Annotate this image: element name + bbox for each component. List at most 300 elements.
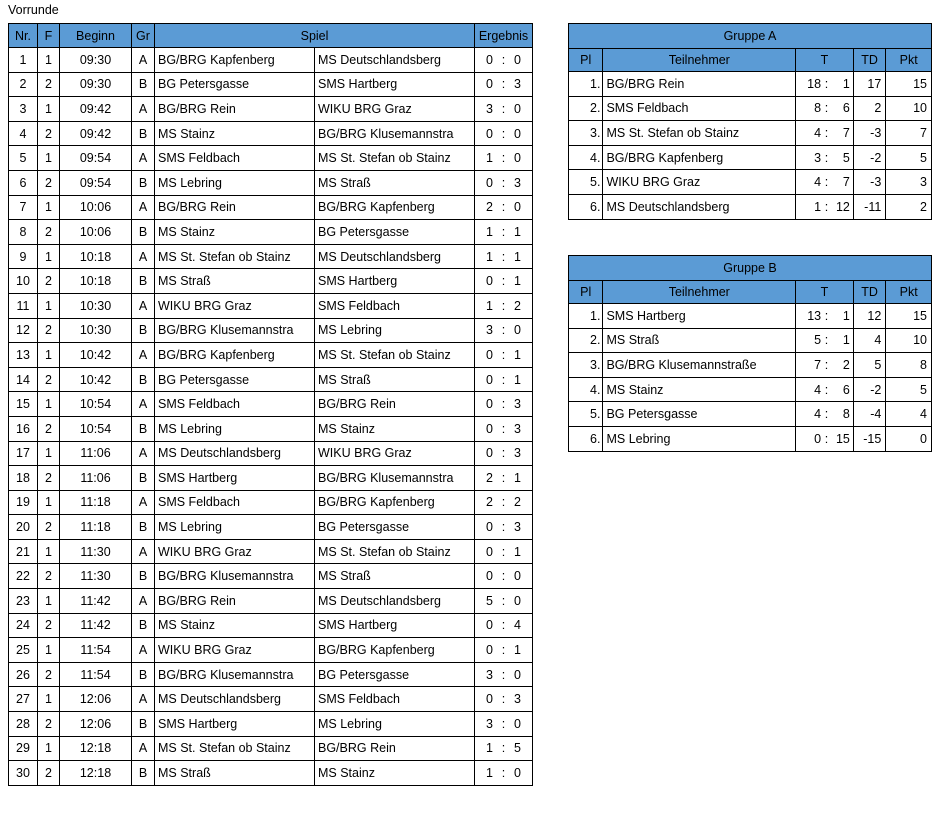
match-field: 2 xyxy=(38,416,60,441)
score-separator: : xyxy=(501,372,506,387)
header-goals: T xyxy=(796,49,854,72)
match-group: A xyxy=(132,392,155,417)
standings-row xyxy=(569,145,932,170)
goal-difference: 12 xyxy=(853,304,885,329)
score-separator: : xyxy=(501,323,506,338)
away-team: BG Petersgasse xyxy=(315,662,475,687)
match-row xyxy=(9,515,533,540)
goal-difference: -2 xyxy=(853,145,885,170)
away-goals: 3 xyxy=(514,77,521,92)
match-number: 12 xyxy=(9,318,38,343)
goals xyxy=(796,353,854,378)
home-team: MS Stainz xyxy=(155,220,315,245)
points: 5 xyxy=(886,145,932,170)
match-row xyxy=(9,48,533,73)
header-points: Pkt xyxy=(886,281,932,304)
match-result xyxy=(475,367,533,392)
points: 8 xyxy=(886,353,932,378)
away-goals: 3 xyxy=(514,421,521,436)
match-field: 2 xyxy=(38,220,60,245)
match-start-time: 09:54 xyxy=(60,146,132,171)
score-separator: : xyxy=(501,495,506,510)
away-team: BG/BRG Rein xyxy=(315,392,475,417)
points: 0 xyxy=(886,426,932,451)
place: 3. xyxy=(569,121,603,146)
home-goals: 3 xyxy=(486,716,493,731)
team-name: MS Straß xyxy=(603,328,796,353)
home-team: SMS Hartberg xyxy=(155,466,315,491)
match-start-time: 10:06 xyxy=(60,220,132,245)
goals-against: 1 xyxy=(842,76,850,91)
match-row xyxy=(9,146,533,171)
home-team: MS Stainz xyxy=(155,613,315,638)
match-field: 1 xyxy=(38,638,60,663)
match-result xyxy=(475,392,533,417)
away-goals: 3 xyxy=(514,175,521,190)
goals-against: 2 xyxy=(842,357,850,372)
match-start-time: 10:30 xyxy=(60,293,132,318)
match-number: 10 xyxy=(9,269,38,294)
match-group: A xyxy=(132,736,155,761)
home-team: BG/BRG Rein xyxy=(155,589,315,614)
home-goals: 0 xyxy=(486,52,493,67)
score-separator: : xyxy=(501,421,506,436)
away-goals: 0 xyxy=(514,667,521,682)
away-team: BG Petersgasse xyxy=(315,515,475,540)
away-goals: 0 xyxy=(514,126,521,141)
home-team: WIKU BRG Graz xyxy=(155,293,315,318)
match-field: 1 xyxy=(38,589,60,614)
match-row xyxy=(9,662,533,687)
match-result xyxy=(475,416,533,441)
goals-against: 7 xyxy=(842,125,850,140)
home-goals: 0 xyxy=(486,274,493,289)
away-goals: 1 xyxy=(514,470,521,485)
standings-row xyxy=(569,121,932,146)
match-start-time: 11:18 xyxy=(60,515,132,540)
match-field: 1 xyxy=(38,48,60,73)
match-number: 14 xyxy=(9,367,38,392)
match-number: 24 xyxy=(9,613,38,638)
match-number: 3 xyxy=(9,97,38,122)
home-goals: 0 xyxy=(486,347,493,362)
home-goals: 0 xyxy=(486,569,493,584)
match-field: 1 xyxy=(38,736,60,761)
match-number: 7 xyxy=(9,195,38,220)
place: 2. xyxy=(569,328,603,353)
match-group: B xyxy=(132,318,155,343)
away-team: MS Deutschlandsberg xyxy=(315,48,475,73)
goal-difference: -15 xyxy=(853,426,885,451)
home-goals: 1 xyxy=(486,151,493,166)
match-row xyxy=(9,613,533,638)
match-number: 22 xyxy=(9,564,38,589)
place: 5. xyxy=(569,402,603,427)
match-group: B xyxy=(132,72,155,97)
match-field: 2 xyxy=(38,515,60,540)
goals xyxy=(796,377,854,402)
home-team: MS Deutschlandsberg xyxy=(155,687,315,712)
away-goals: 1 xyxy=(514,643,521,658)
score-separator: : xyxy=(501,544,506,559)
team-name: WIKU BRG Graz xyxy=(603,170,796,195)
match-header-row xyxy=(9,24,533,48)
match-group: A xyxy=(132,195,155,220)
goals-against: 5 xyxy=(842,150,850,165)
away-goals: 4 xyxy=(514,618,521,633)
match-row xyxy=(9,441,533,466)
match-field: 2 xyxy=(38,367,60,392)
goals-for: 7 xyxy=(814,357,822,372)
goals-against: 12 xyxy=(835,199,850,214)
match-field: 1 xyxy=(38,97,60,122)
match-start-time: 10:54 xyxy=(60,416,132,441)
match-start-time: 09:54 xyxy=(60,170,132,195)
score-separator: : xyxy=(501,249,506,264)
header-result: Ergebnis xyxy=(475,24,533,48)
away-team: MS Deutschlandsberg xyxy=(315,589,475,614)
match-result xyxy=(475,441,533,466)
match-number: 5 xyxy=(9,146,38,171)
away-goals: 3 xyxy=(514,520,521,535)
goal-difference: 4 xyxy=(853,328,885,353)
away-goals: 3 xyxy=(514,692,521,707)
match-row xyxy=(9,293,533,318)
match-group: B xyxy=(132,121,155,146)
points: 4 xyxy=(886,402,932,427)
match-result xyxy=(475,515,533,540)
match-field: 2 xyxy=(38,72,60,97)
match-row xyxy=(9,269,533,294)
away-goals: 5 xyxy=(514,741,521,756)
match-row xyxy=(9,638,533,663)
standings-row xyxy=(569,304,932,329)
home-goals: 0 xyxy=(486,643,493,658)
goals xyxy=(796,426,854,451)
home-team: MS Straß xyxy=(155,761,315,786)
match-row xyxy=(9,97,533,122)
match-number: 25 xyxy=(9,638,38,663)
away-team: SMS Feldbach xyxy=(315,293,475,318)
match-group: A xyxy=(132,97,155,122)
match-row xyxy=(9,687,533,712)
match-start-time: 11:42 xyxy=(60,589,132,614)
match-number: 4 xyxy=(9,121,38,146)
points: 15 xyxy=(886,72,932,97)
match-number: 28 xyxy=(9,712,38,737)
match-field: 2 xyxy=(38,761,60,786)
goal-difference: -4 xyxy=(853,402,885,427)
match-row xyxy=(9,466,533,491)
match-start-time: 09:30 xyxy=(60,48,132,73)
match-result xyxy=(475,662,533,687)
match-start-time: 11:54 xyxy=(60,662,132,687)
match-field: 2 xyxy=(38,712,60,737)
home-goals: 0 xyxy=(486,77,493,92)
match-start-time: 11:42 xyxy=(60,613,132,638)
goals-against: 7 xyxy=(842,175,850,190)
match-number: 8 xyxy=(9,220,38,245)
goals xyxy=(796,72,854,97)
match-row xyxy=(9,416,533,441)
points: 15 xyxy=(886,304,932,329)
goal-difference: -11 xyxy=(853,194,885,219)
match-start-time: 12:06 xyxy=(60,687,132,712)
match-result xyxy=(475,318,533,343)
home-goals: 0 xyxy=(486,175,493,190)
away-goals: 0 xyxy=(514,101,521,116)
away-team: MS Straß xyxy=(315,564,475,589)
away-team: SMS Hartberg xyxy=(315,72,475,97)
home-goals: 3 xyxy=(486,667,493,682)
match-number: 23 xyxy=(9,589,38,614)
home-goals: 0 xyxy=(486,421,493,436)
home-goals: 2 xyxy=(486,470,493,485)
match-result xyxy=(475,589,533,614)
home-team: BG/BRG Rein xyxy=(155,195,315,220)
away-team: BG/BRG Kapfenberg xyxy=(315,195,475,220)
match-group: B xyxy=(132,170,155,195)
home-team: BG/BRG Klusemannstra xyxy=(155,564,315,589)
match-schedule-table xyxy=(8,23,533,786)
match-group: B xyxy=(132,564,155,589)
away-team: SMS Feldbach xyxy=(315,687,475,712)
match-result xyxy=(475,736,533,761)
standings-row xyxy=(569,353,932,378)
place: 6. xyxy=(569,426,603,451)
match-group: A xyxy=(132,343,155,368)
match-number: 13 xyxy=(9,343,38,368)
home-goals: 2 xyxy=(486,200,493,215)
match-start-time: 10:18 xyxy=(60,269,132,294)
match-group: A xyxy=(132,146,155,171)
match-result xyxy=(475,466,533,491)
home-goals: 0 xyxy=(486,618,493,633)
match-group: B xyxy=(132,761,155,786)
match-start-time: 11:18 xyxy=(60,490,132,515)
home-team: MS Straß xyxy=(155,269,315,294)
goals xyxy=(796,402,854,427)
goals-separator: : xyxy=(824,308,829,323)
match-group: B xyxy=(132,662,155,687)
points: 2 xyxy=(886,194,932,219)
goals xyxy=(796,170,854,195)
match-start-time: 10:42 xyxy=(60,343,132,368)
away-team: WIKU BRG Graz xyxy=(315,441,475,466)
score-separator: : xyxy=(501,298,506,313)
match-number: 9 xyxy=(9,244,38,269)
away-team: BG/BRG Klusemannstra xyxy=(315,121,475,146)
team-name: BG/BRG Rein xyxy=(603,72,796,97)
home-team: BG/BRG Kapfenberg xyxy=(155,48,315,73)
home-goals: 0 xyxy=(486,446,493,461)
match-row xyxy=(9,72,533,97)
match-number: 18 xyxy=(9,466,38,491)
match-result xyxy=(475,293,533,318)
match-number: 27 xyxy=(9,687,38,712)
match-start-time: 09:30 xyxy=(60,72,132,97)
home-team: SMS Feldbach xyxy=(155,392,315,417)
match-number: 19 xyxy=(9,490,38,515)
match-result xyxy=(475,146,533,171)
score-separator: : xyxy=(501,126,506,141)
goal-difference: -2 xyxy=(853,377,885,402)
match-group: B xyxy=(132,466,155,491)
match-field: 2 xyxy=(38,269,60,294)
score-separator: : xyxy=(501,77,506,92)
score-separator: : xyxy=(501,470,506,485)
match-number: 29 xyxy=(9,736,38,761)
points: 10 xyxy=(886,96,932,121)
section-title: Vorrunde xyxy=(8,3,59,17)
goals-for: 4 xyxy=(814,407,822,422)
match-field: 2 xyxy=(38,121,60,146)
header-points: Pkt xyxy=(886,49,932,72)
match-field: 1 xyxy=(38,244,60,269)
goals-for: 4 xyxy=(814,125,822,140)
match-field: 2 xyxy=(38,466,60,491)
away-goals: 1 xyxy=(514,347,521,362)
team-name: BG/BRG Klusemannstraße xyxy=(603,353,796,378)
match-group: B xyxy=(132,367,155,392)
match-field: 1 xyxy=(38,687,60,712)
standings-row xyxy=(569,426,932,451)
match-row xyxy=(9,318,533,343)
match-row xyxy=(9,761,533,786)
goals-for: 1 xyxy=(814,199,822,214)
match-row xyxy=(9,539,533,564)
header-participant: Teilnehmer xyxy=(603,281,796,304)
home-goals: 0 xyxy=(486,520,493,535)
match-start-time: 11:30 xyxy=(60,564,132,589)
goals-for: 13 xyxy=(807,308,822,323)
home-team: MS Lebring xyxy=(155,515,315,540)
match-start-time: 12:18 xyxy=(60,761,132,786)
score-separator: : xyxy=(501,667,506,682)
away-team: MS Lebring xyxy=(315,318,475,343)
match-number: 6 xyxy=(9,170,38,195)
standings-row xyxy=(569,170,932,195)
home-team: SMS Hartberg xyxy=(155,712,315,737)
home-team: MS St. Stefan ob Stainz xyxy=(155,736,315,761)
match-row xyxy=(9,712,533,737)
match-row xyxy=(9,121,533,146)
home-team: MS Lebring xyxy=(155,170,315,195)
place: 4. xyxy=(569,145,603,170)
goal-difference: 17 xyxy=(853,72,885,97)
goals-separator: : xyxy=(824,431,829,446)
home-team: BG/BRG Klusemannstra xyxy=(155,318,315,343)
team-name: BG/BRG Kapfenberg xyxy=(603,145,796,170)
away-goals: 1 xyxy=(514,274,521,289)
score-separator: : xyxy=(501,520,506,535)
match-group: A xyxy=(132,589,155,614)
points: 10 xyxy=(886,328,932,353)
match-result xyxy=(475,564,533,589)
goal-difference: -3 xyxy=(853,121,885,146)
goals-against: 1 xyxy=(842,333,850,348)
away-goals: 3 xyxy=(514,397,521,412)
header-game: Spiel xyxy=(155,24,475,48)
match-group: B xyxy=(132,269,155,294)
goals-against: 6 xyxy=(842,382,850,397)
team-name: SMS Feldbach xyxy=(603,96,796,121)
goals-against: 1 xyxy=(842,308,850,323)
away-team: BG/BRG Kapfenberg xyxy=(315,490,475,515)
match-field: 2 xyxy=(38,564,60,589)
away-goals: 1 xyxy=(514,249,521,264)
score-separator: : xyxy=(501,175,506,190)
away-team: MS Stainz xyxy=(315,761,475,786)
match-field: 2 xyxy=(38,170,60,195)
match-field: 1 xyxy=(38,195,60,220)
away-team: BG/BRG Rein xyxy=(315,736,475,761)
home-goals: 0 xyxy=(486,397,493,412)
goals-separator: : xyxy=(824,199,829,214)
match-result xyxy=(475,48,533,73)
match-field: 1 xyxy=(38,392,60,417)
match-group: B xyxy=(132,712,155,737)
match-number: 17 xyxy=(9,441,38,466)
match-row xyxy=(9,490,533,515)
away-team: MS Straß xyxy=(315,170,475,195)
goals xyxy=(796,304,854,329)
home-goals: 5 xyxy=(486,593,493,608)
away-goals: 0 xyxy=(514,766,521,781)
match-result xyxy=(475,638,533,663)
score-separator: : xyxy=(501,741,506,756)
away-goals: 1 xyxy=(514,224,521,239)
score-separator: : xyxy=(501,593,506,608)
away-goals: 1 xyxy=(514,372,521,387)
away-goals: 2 xyxy=(514,298,521,313)
match-number: 11 xyxy=(9,293,38,318)
match-row xyxy=(9,392,533,417)
score-separator: : xyxy=(501,200,506,215)
goals-for: 5 xyxy=(814,333,822,348)
match-group: A xyxy=(132,293,155,318)
header-group: Gr xyxy=(132,24,155,48)
standings-row xyxy=(569,96,932,121)
team-name: MS St. Stefan ob Stainz xyxy=(603,121,796,146)
away-team: MS Deutschlandsberg xyxy=(315,244,475,269)
match-result xyxy=(475,244,533,269)
goals-separator: : xyxy=(824,101,829,116)
goals xyxy=(796,328,854,353)
match-group: B xyxy=(132,416,155,441)
goals xyxy=(796,96,854,121)
goals-for: 8 xyxy=(814,101,822,116)
match-row xyxy=(9,564,533,589)
home-team: BG/BRG Rein xyxy=(155,97,315,122)
score-separator: : xyxy=(501,151,506,166)
match-row xyxy=(9,343,533,368)
match-row xyxy=(9,244,533,269)
goals xyxy=(796,121,854,146)
team-name: BG Petersgasse xyxy=(603,402,796,427)
home-team: MS Deutschlandsberg xyxy=(155,441,315,466)
score-separator: : xyxy=(501,766,506,781)
match-start-time: 11:54 xyxy=(60,638,132,663)
goals-against: 15 xyxy=(835,431,850,446)
match-field: 1 xyxy=(38,146,60,171)
points: 3 xyxy=(886,170,932,195)
score-separator: : xyxy=(501,347,506,362)
match-group: A xyxy=(132,490,155,515)
match-row xyxy=(9,736,533,761)
home-team: BG Petersgasse xyxy=(155,367,315,392)
score-separator: : xyxy=(501,716,506,731)
